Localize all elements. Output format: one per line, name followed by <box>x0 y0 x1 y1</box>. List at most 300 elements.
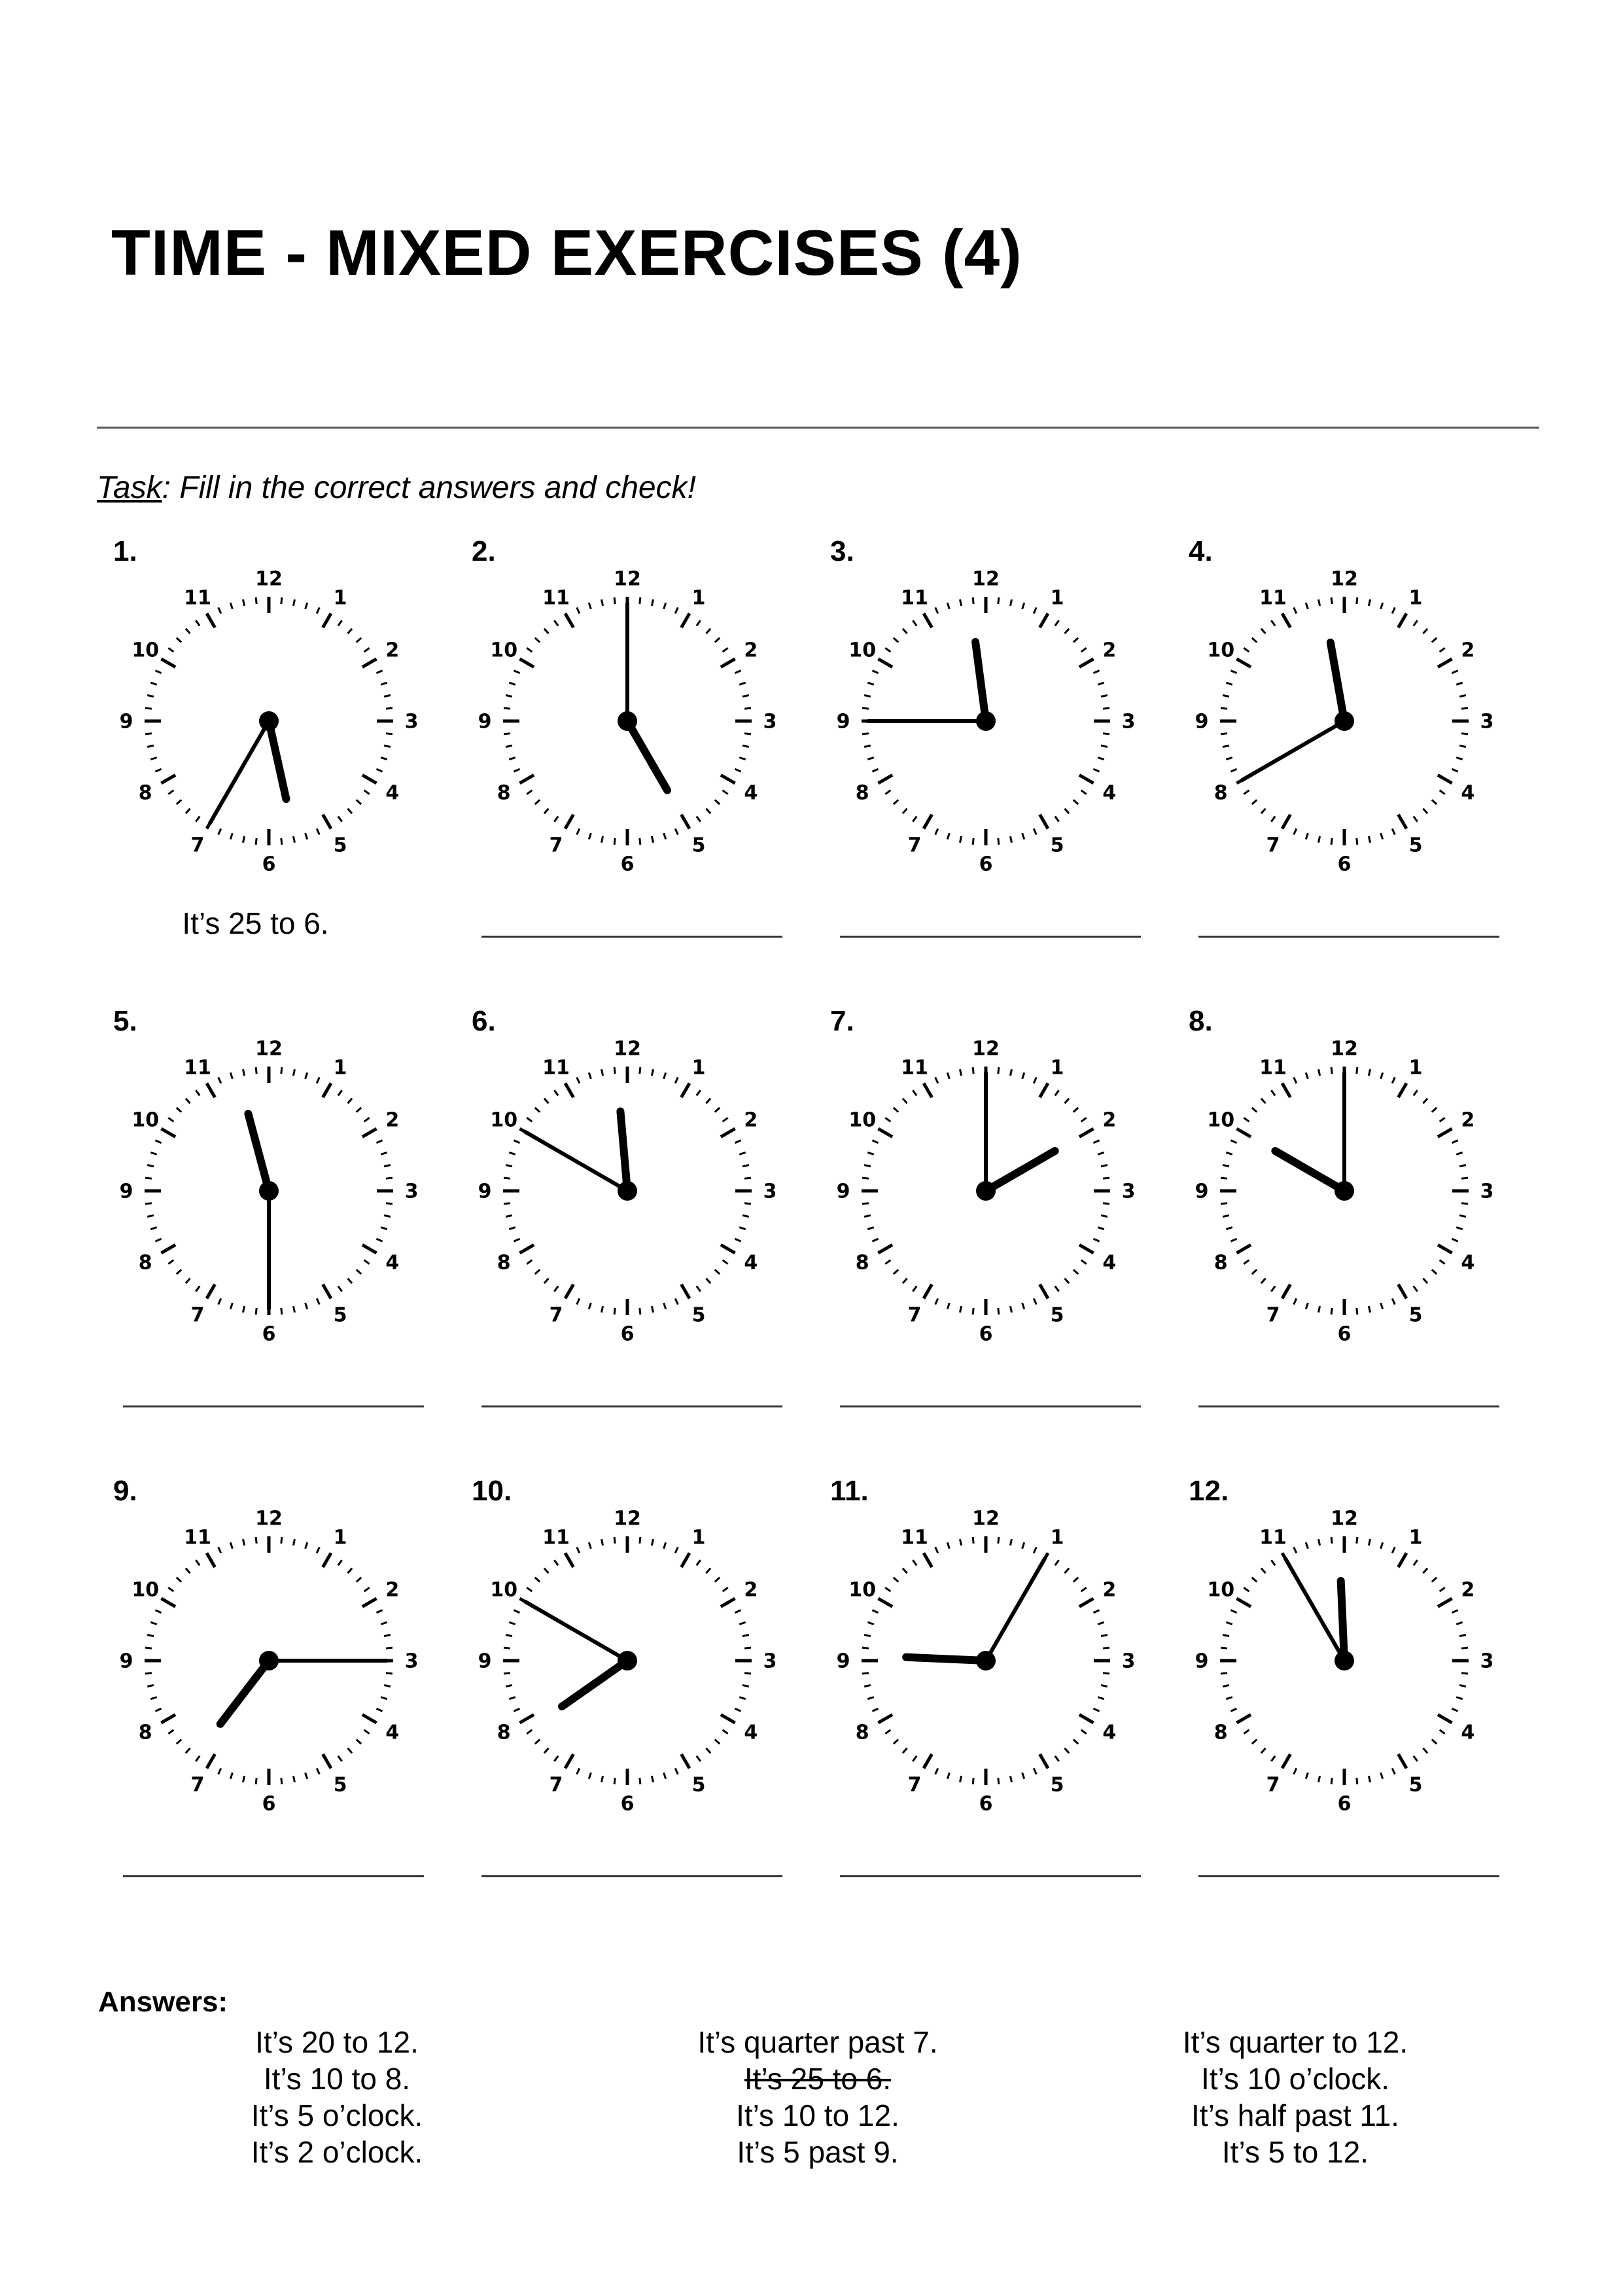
minute-tick <box>1022 1773 1024 1779</box>
clock-exercise <box>814 1001 1174 1472</box>
minute-tick <box>1392 828 1395 834</box>
dial-number: 10 <box>848 1108 877 1132</box>
dial-number: 5 <box>691 834 706 857</box>
minute-tick <box>1381 1773 1383 1779</box>
hour-tick <box>323 1284 332 1299</box>
minute-tick <box>317 1768 319 1774</box>
center-pin <box>259 711 279 731</box>
minute-tick <box>1461 708 1468 709</box>
answer-blank-line[interactable] <box>481 936 782 938</box>
minute-tick <box>947 1303 949 1309</box>
minute-tick <box>867 682 874 684</box>
answers-column-2 <box>648 2024 988 2170</box>
hour-tick <box>1079 1598 1094 1607</box>
minute-tick <box>601 1539 602 1545</box>
minute-tick <box>1103 733 1109 734</box>
dial-number: 5 <box>1050 1303 1064 1327</box>
hour-tick <box>1438 775 1452 784</box>
minute-tick <box>218 1547 221 1553</box>
minute-tick <box>145 1673 152 1674</box>
minute-tick <box>1055 620 1059 626</box>
minute-tick <box>1459 1685 1466 1686</box>
minute-tick <box>894 800 898 804</box>
minute-tick <box>1101 745 1108 747</box>
minute-tick <box>903 809 907 813</box>
minute-tick <box>1456 758 1463 760</box>
minute-tick <box>243 1069 244 1076</box>
minute-tick <box>867 758 874 760</box>
minute-tick <box>1010 836 1011 843</box>
minute-tick <box>155 1239 161 1241</box>
minute-tick <box>664 1542 666 1549</box>
dial-number: 2 <box>744 1108 758 1132</box>
minute-tick <box>527 1587 532 1591</box>
dial-number: 5 <box>333 1303 347 1327</box>
hour-tick <box>924 613 932 627</box>
exercise-number: 11. <box>830 1475 869 1507</box>
hour-hand <box>1341 1581 1344 1661</box>
minute-tick <box>364 1587 370 1591</box>
minute-tick <box>706 1568 710 1573</box>
minute-tick <box>1369 1306 1370 1313</box>
dial-number: 1 <box>691 1056 706 1080</box>
dial-number: 6 <box>979 1792 993 1811</box>
minute-tick <box>1064 1748 1069 1753</box>
minute-tick <box>1261 629 1266 633</box>
minute-tick <box>1318 1069 1319 1076</box>
minute-tick <box>697 620 701 626</box>
minute-tick <box>1261 1279 1266 1283</box>
dial-number: 7 <box>190 834 205 857</box>
hour-tick <box>565 1754 574 1769</box>
hour-tick <box>323 815 332 829</box>
hour-tick <box>323 1083 332 1097</box>
minute-tick <box>1381 1303 1383 1309</box>
dial-number: 8 <box>1213 1251 1228 1275</box>
minute-tick <box>1073 1578 1078 1582</box>
minute-tick <box>652 1776 653 1782</box>
minute-tick <box>364 1730 370 1734</box>
minute-tick <box>1226 1152 1232 1154</box>
dial-number: 12 <box>1331 1040 1358 1061</box>
minute-tick <box>903 1748 907 1753</box>
minute-tick <box>1244 1260 1249 1264</box>
minute-tick <box>535 1578 540 1582</box>
minute-tick <box>715 638 720 643</box>
dial-number: 7 <box>907 1773 922 1797</box>
clock-exercise <box>814 1471 1174 1942</box>
minute-tick <box>357 1578 361 1582</box>
dial-number: 5 <box>691 1303 706 1327</box>
dial-number: 9 <box>478 710 492 733</box>
minute-tick <box>230 833 232 839</box>
minute-tick <box>554 1560 558 1565</box>
answer-blank-line[interactable] <box>1198 1875 1499 1877</box>
minute-tick <box>744 1203 751 1204</box>
minute-tick <box>384 745 391 747</box>
dial-number: 6 <box>1337 1322 1352 1341</box>
minute-tick <box>675 1768 678 1774</box>
minute-tick <box>935 1077 938 1083</box>
clock-face <box>118 1040 419 1341</box>
dial-number: 8 <box>1213 781 1228 805</box>
hour-tick <box>207 613 215 627</box>
dial-number: 11 <box>901 1056 928 1080</box>
minute-tick <box>1221 708 1227 709</box>
hour-tick <box>1079 1715 1094 1723</box>
minute-tick <box>739 682 746 684</box>
minute-tick <box>894 1739 898 1744</box>
minute-tick <box>1459 695 1466 696</box>
minute-tick <box>196 1090 200 1095</box>
minute-tick <box>364 1118 370 1122</box>
minute-tick <box>614 1308 615 1315</box>
dial-number: 3 <box>1480 1650 1494 1673</box>
dial-number: 4 <box>1461 1721 1475 1744</box>
minute-tick <box>317 1298 319 1304</box>
dial-number: 1 <box>1408 1526 1423 1549</box>
answer-blank-line[interactable] <box>840 936 1141 938</box>
minute-tick <box>186 1099 190 1103</box>
minute-tick <box>885 1260 890 1264</box>
minute-tick <box>1271 1090 1275 1095</box>
minute-tick <box>1252 800 1257 804</box>
center-pin <box>1335 1181 1354 1201</box>
minute-tick <box>577 828 580 834</box>
minute-tick <box>145 1203 152 1204</box>
minute-tick <box>1101 1634 1108 1636</box>
answer-item: It’s 2 o’clock. <box>251 2135 423 2169</box>
minute-tick <box>872 769 878 771</box>
minute-tick <box>1093 1708 1099 1711</box>
minute-tick <box>697 1560 701 1565</box>
dial-number: 6 <box>262 1792 276 1811</box>
minute-tick <box>1456 1152 1463 1154</box>
dial-number: 2 <box>1102 1108 1117 1132</box>
minute-tick <box>509 1697 515 1699</box>
minute-tick <box>664 1773 666 1779</box>
answer-item: It’s 10 to 12. <box>736 2098 899 2132</box>
dial-number: 10 <box>490 639 518 662</box>
dial-number: 6 <box>1337 1792 1352 1811</box>
minute-tick <box>885 648 890 652</box>
minute-tick <box>243 1776 244 1782</box>
minute-tick <box>1452 1239 1457 1241</box>
hour-tick <box>1236 1245 1251 1254</box>
hour-tick <box>721 1598 735 1607</box>
minute-tick <box>1252 1578 1257 1582</box>
hour-tick <box>1399 1754 1407 1769</box>
exercise-number: 1. <box>113 535 137 567</box>
minute-tick <box>872 1610 878 1613</box>
minute-tick <box>1022 833 1024 839</box>
dial-number: 12 <box>614 1040 641 1061</box>
clock-exercise <box>97 531 457 1002</box>
minute-tick <box>305 603 307 609</box>
minute-tick <box>281 1537 282 1544</box>
minute-tick <box>544 1748 549 1753</box>
minute-tick <box>1440 648 1445 652</box>
minute-tick <box>1093 1140 1099 1143</box>
minute-tick <box>1226 682 1232 684</box>
minute-tick <box>885 1730 890 1734</box>
minute-tick <box>1073 1108 1078 1112</box>
minute-tick <box>1392 1768 1395 1774</box>
minute-tick <box>293 836 294 843</box>
minute-tick <box>1423 1279 1427 1283</box>
hour-tick <box>682 1754 690 1769</box>
minute-tick <box>243 599 244 606</box>
hour-tick <box>207 1553 215 1567</box>
dial-number: 3 <box>404 1180 419 1203</box>
minute-tick <box>1073 800 1078 804</box>
hour-hand <box>269 721 286 799</box>
answer-blank-line[interactable] <box>1198 936 1499 938</box>
dial-number: 5 <box>691 1773 706 1797</box>
minute-tick <box>913 1756 916 1761</box>
dial-number: 5 <box>1408 1773 1423 1797</box>
dial-number: 5 <box>1050 1773 1064 1797</box>
minute-tick <box>1318 1539 1319 1545</box>
hour-tick <box>1282 1754 1291 1769</box>
minute-tick <box>935 1768 938 1774</box>
minute-tick <box>347 809 352 813</box>
dial-number: 3 <box>1121 710 1136 733</box>
dial-number: 9 <box>836 1650 850 1673</box>
minute-tick <box>1034 1077 1036 1083</box>
minute-tick <box>1456 1227 1463 1229</box>
minute-tick <box>1098 1227 1104 1229</box>
exercise-number: 5. <box>113 1005 137 1037</box>
minute-tick <box>243 1306 244 1313</box>
minute-tick <box>1271 620 1275 626</box>
dial-number: 1 <box>691 586 706 610</box>
dial-number: 7 <box>1266 834 1280 857</box>
minute-tick <box>218 607 221 613</box>
minute-tick <box>1452 1708 1457 1711</box>
minute-tick <box>1392 607 1395 613</box>
minute-tick <box>1055 1560 1059 1565</box>
answer-blank-line[interactable] <box>481 1875 782 1877</box>
center-pin <box>618 711 637 731</box>
task-label: Task <box>97 470 162 505</box>
hour-tick <box>878 659 892 667</box>
minute-tick <box>1306 833 1308 839</box>
hour-tick <box>1079 1129 1094 1137</box>
minute-tick <box>376 1140 382 1143</box>
dial-number: 9 <box>1195 1650 1209 1673</box>
answers-column-3 <box>1125 2024 1465 2170</box>
minute-tick <box>357 800 361 804</box>
minute-tick <box>338 1286 342 1292</box>
minute-tick <box>1452 769 1457 771</box>
minute-tick <box>317 1077 319 1083</box>
dial-number: 6 <box>262 853 276 872</box>
minute-tick <box>1252 638 1257 643</box>
dial-number: 8 <box>138 781 152 805</box>
dial-number: 3 <box>1121 1180 1136 1203</box>
minute-tick <box>384 1215 391 1216</box>
hour-tick <box>924 1284 932 1299</box>
minute-tick <box>1294 1768 1297 1774</box>
minute-tick <box>145 708 152 709</box>
minute-tick <box>509 1152 515 1154</box>
minute-tick <box>1381 833 1383 839</box>
minute-tick <box>506 1215 512 1216</box>
clock-face <box>1194 1040 1495 1341</box>
minute-tick <box>1423 1748 1427 1753</box>
minute-tick <box>1081 1260 1087 1264</box>
answer-blank-line[interactable] <box>840 1875 1141 1877</box>
hour-tick <box>924 1553 932 1567</box>
dial-number: 1 <box>1050 1526 1064 1549</box>
minute-tick <box>186 1279 190 1283</box>
minute-tick <box>357 1269 361 1274</box>
task-text: : Fill in the correct answers and check! <box>162 470 696 505</box>
hour-tick <box>878 1129 892 1137</box>
minute-tick <box>1064 1099 1069 1103</box>
minute-tick <box>867 1227 874 1229</box>
clock-face <box>118 571 419 872</box>
minute-tick <box>697 1090 701 1095</box>
minute-tick <box>614 838 615 845</box>
minute-tick <box>1230 769 1236 771</box>
minute-tick <box>735 671 741 673</box>
minute-tick <box>1318 836 1319 843</box>
minute-tick <box>384 695 391 696</box>
minute-tick <box>504 708 510 709</box>
minute-tick <box>535 800 540 804</box>
minute-tick <box>535 1108 540 1112</box>
dial-number: 2 <box>1461 639 1475 662</box>
minute-tick <box>913 1286 916 1292</box>
center-pin <box>976 1181 996 1201</box>
clock-exercise <box>814 531 1174 1002</box>
minute-tick <box>742 1215 749 1216</box>
dial-number: 9 <box>836 710 850 733</box>
minute-tick <box>1381 1072 1383 1079</box>
dial-number: 6 <box>620 1322 635 1341</box>
minute-tick <box>675 1298 678 1304</box>
minute-tick <box>186 629 190 633</box>
minute-tick <box>1306 603 1308 609</box>
minute-tick <box>509 682 515 684</box>
minute-tick <box>544 1568 549 1573</box>
minute-tick <box>1064 809 1069 813</box>
minute-tick <box>1318 1776 1319 1782</box>
center-pin <box>259 1651 279 1670</box>
hour-tick <box>362 1129 377 1137</box>
minute-tick <box>376 1610 382 1613</box>
minute-tick <box>347 1568 352 1573</box>
minute-tick <box>218 828 221 834</box>
dial-number: 2 <box>1102 1578 1117 1602</box>
minute-tick <box>218 1298 221 1304</box>
minute-tick <box>1414 1090 1418 1095</box>
answer-blank-line[interactable] <box>840 1405 1141 1407</box>
clock-face <box>835 1510 1136 1811</box>
hour-tick <box>1399 1083 1407 1097</box>
hour-tick <box>924 1754 932 1769</box>
answer-blank-line[interactable] <box>481 1405 782 1407</box>
minute-tick <box>1230 671 1236 673</box>
minute-tick <box>577 607 580 613</box>
minute-tick <box>1461 733 1468 734</box>
minute-tick <box>1064 1279 1069 1283</box>
minute-tick <box>506 1634 512 1636</box>
dial-number: 4 <box>744 1721 758 1744</box>
minute-tick <box>514 1708 519 1711</box>
minute-tick <box>1244 1730 1249 1734</box>
minute-tick <box>1064 629 1069 633</box>
answer-blank-line[interactable] <box>1198 1405 1499 1407</box>
minute-tick <box>281 1778 282 1784</box>
minute-tick <box>1456 1697 1463 1699</box>
answer-blank-line[interactable] <box>123 1405 424 1407</box>
dial-number: 11 <box>901 586 928 610</box>
minute-hand <box>986 1559 1045 1661</box>
dial-number: 10 <box>848 1578 877 1602</box>
minute-tick <box>381 1152 387 1154</box>
minute-tick <box>872 671 878 673</box>
minute-tick <box>155 769 161 771</box>
dial-number: 11 <box>901 1526 928 1549</box>
minute-tick <box>935 1298 938 1304</box>
minute-tick <box>305 1542 307 1549</box>
hour-tick <box>161 659 175 667</box>
minute-tick <box>601 1776 602 1782</box>
minute-tick <box>864 1165 871 1166</box>
minute-tick <box>664 603 666 609</box>
dial-number: 7 <box>549 1303 563 1327</box>
answer-blank-line[interactable] <box>123 1875 424 1877</box>
dial-number: 11 <box>184 586 211 610</box>
minute-tick <box>1331 1778 1332 1784</box>
minute-tick <box>554 1286 558 1292</box>
exercise-number: 8. <box>1189 1005 1213 1037</box>
dial-number: 8 <box>855 1721 869 1744</box>
hour-hand <box>1331 643 1344 721</box>
minute-tick <box>589 833 591 839</box>
minute-tick <box>514 769 519 771</box>
minute-tick <box>1081 1730 1087 1734</box>
dial-number: 9 <box>836 1180 850 1203</box>
minute-tick <box>1221 733 1227 734</box>
clock-exercise <box>97 1001 457 1472</box>
minute-tick <box>293 1069 294 1076</box>
minute-tick <box>1294 607 1297 613</box>
minute-tick <box>338 817 342 822</box>
clock-face <box>1194 1510 1495 1811</box>
minute-tick <box>376 671 382 673</box>
minute-tick <box>1252 1269 1257 1274</box>
minute-tick <box>1369 1539 1370 1545</box>
dial-number: 12 <box>255 1510 283 1530</box>
dial-number: 2 <box>744 1578 758 1602</box>
minute-tick <box>697 817 701 822</box>
minute-tick <box>177 1269 181 1274</box>
hour-tick <box>1282 1284 1291 1299</box>
minute-tick <box>155 1140 161 1143</box>
dial-number: 1 <box>333 1526 347 1549</box>
minute-tick <box>155 671 161 673</box>
center-pin <box>976 711 996 731</box>
dial-number: 7 <box>190 1303 205 1327</box>
minute-tick <box>903 1568 907 1573</box>
minute-tick <box>554 620 558 626</box>
dial-number: 12 <box>1331 1510 1358 1530</box>
minute-tick <box>293 1539 294 1545</box>
